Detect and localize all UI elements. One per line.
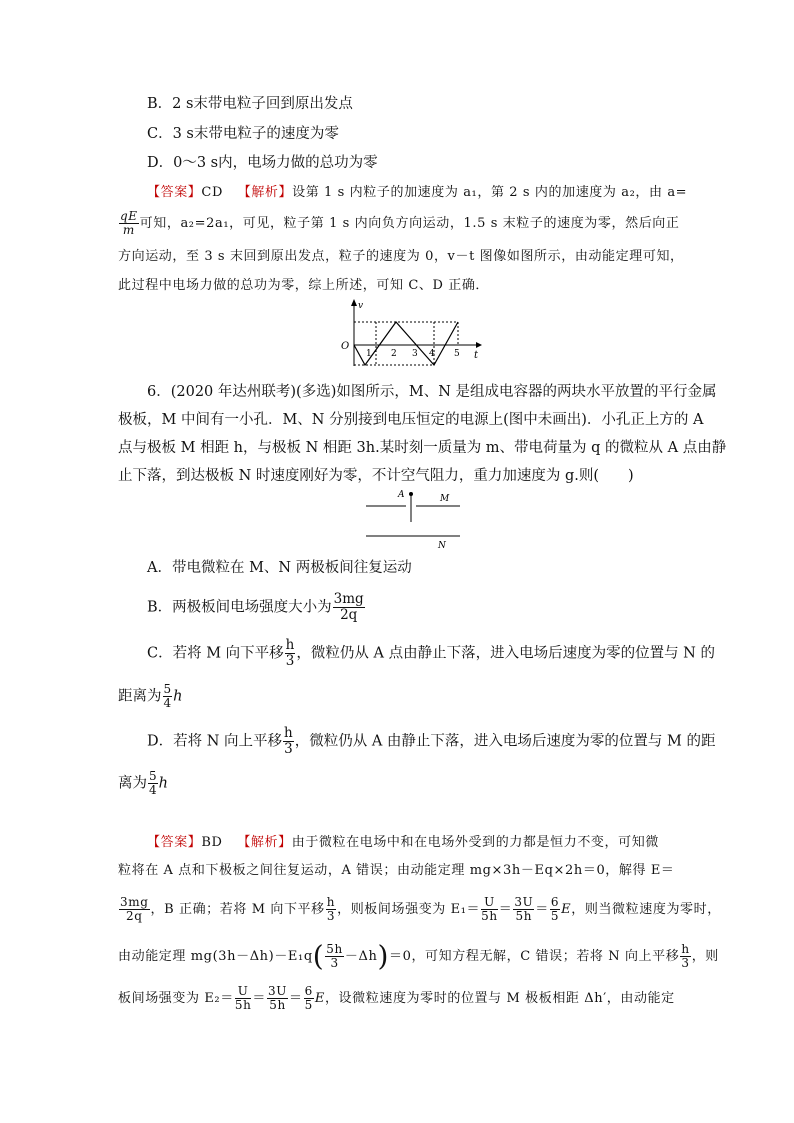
q6-stem-line4: 止下落，到达极板 N 时速度刚好为零，不计空气阻力，重力加速度为 g.则( ) [118,468,634,484]
q6-option-c-text-a: C．若将 M 向下平移 [147,645,284,662]
q6-analysis-line5 [118,985,675,1012]
vt-graph [336,298,486,370]
q5-option-c: C．3 s末带电粒子的速度为零 [147,126,339,142]
q5-answer: CD [201,185,223,200]
q6-analysis-text3c: ，则当微粒速度为零时， [571,902,721,917]
equals: ＝ [252,991,267,1006]
frac-num: 5h [326,942,343,956]
q6-option-c-line1 [147,638,715,669]
equals: ＝ [535,902,549,917]
q5-analysis-text1: 设第 1 s 内粒子的加速度为 a₁，第 2 s 内的加速度为 a₂，由 a= [292,185,688,200]
point-a-label: A [398,490,405,500]
q6-analysis-line1 [147,833,659,853]
fraction-6-5 [304,985,314,1012]
frac-den: 3 [330,956,339,970]
answer-tag: 【答案】 [147,185,202,200]
q6-stem-line1: 6．(2020 年达州联考)(多选)如图所示，M、N 是组成电容器的两块水平放置的平行金属 [147,384,717,400]
frac-num: h [681,942,690,956]
frac-num: 6 [550,895,560,909]
v-axis-label: v [358,301,364,311]
fraction-h-3 [326,896,336,923]
frac-num: 5 [149,769,157,783]
fraction-h-3 [285,638,296,669]
var-e: E [561,902,572,917]
q6-analysis-text3a: ，B 正确；若将 M 向下平移 [150,902,325,917]
tick-1: 1 [366,349,372,359]
q6-option-d-line1 [147,726,716,757]
var-h: h [158,775,168,792]
capacitor-figure [360,486,470,552]
var-e: E [314,991,325,1006]
frac-den: 4 [149,783,157,797]
tick-2: 2 [391,349,397,359]
q6-analysis-text5a: 板间场强变为 E₂＝ [118,991,234,1006]
fraction-5-4 [163,683,173,710]
frac-num: 3mg [120,895,149,909]
q6-analysis-line4: 由动能定理 mg(3h－Δh)－E₁q( $\frac{5h}{3}$ －Δh)＝0，可知方程无解，C 错误；若将 N 向上平移 $\frac{h}{3}$ ，则 [118,939,719,973]
q5-analysis-line2 [118,210,680,237]
q6-option-d-text-a: D．若将 N 向上平移 [147,733,283,750]
frac-num: h [284,725,293,741]
tick-5: 5 [454,349,460,359]
tick-4: 4 [429,349,435,359]
q6-option-d-text-c: 离为 [118,775,147,792]
frac-den: 3 [285,653,295,669]
q6-analysis-text1: 由于微粒在电场中和在电场外受到的力都是恒力不变，可知微 [291,835,659,850]
frac-den: 5h [481,909,498,923]
q5-analysis-line1 [147,183,687,203]
frac-num: h [285,637,295,653]
q5-option-d: D．0～3 s内，电场力做的总功为零 [147,155,378,171]
fraction-3mg-2q [119,896,150,923]
equals: ＝ [288,991,303,1006]
frac-den: m [122,223,135,237]
frac-num: 3U [514,895,534,909]
fraction-3mg-2q [333,592,365,623]
q6-analysis-line2: 粒将在 A 点和下极板之间往复运动，A 错误；由动能定理 mg×3h－Eq×2h＝0，解得 E＝ [118,863,675,878]
frac-num: qE [120,209,138,223]
fraction-3u-5h [513,896,534,923]
frac-den: 2q [340,607,358,623]
q6-option-c-line2 [118,683,182,710]
plate-n-label: N [438,541,446,551]
tick-3: 3 [412,349,418,359]
q6-analysis-text4c: ，则 [691,949,719,964]
answer-tag: 【答案】 [147,835,202,850]
frac-den: 5 [550,909,560,923]
fraction-u-5h3 [481,896,498,923]
q6-option-d-line2 [118,770,168,797]
q5-analysis-line3: 方向运动，至 3 s 末回到原出发点，粒子的速度为 0，v－t 图像如图所示，由动能定理可知， [118,249,684,264]
fraction-qe-m [119,210,139,237]
frac-den: 4 [163,696,172,710]
frac-num: h [326,895,336,909]
var-h: h [173,688,183,705]
plate-m-label: M [440,494,450,504]
frac-den: 5h [269,998,286,1012]
t-axis-label: t [474,350,479,361]
fraction-h-3 [283,726,294,757]
q6-option-c-text-c: 距离为 [118,688,162,705]
q5-analysis-line4: 此过程中电场力做的总功为零，综上所述，可知 C、D 正确． [118,278,490,293]
q6-option-d-text-b: ，微粒仍从 A 由静止下落，进入电场后速度为零的位置与 M 的距 [294,733,716,750]
q6-analysis-text3b: ，则板间场强变为 E₁＝ [337,902,481,917]
fraction-h-3 [680,943,690,970]
q6-analysis-text4a: 由动能定理 mg(3h－Δh)－E₁q [118,949,313,964]
origin-label: O [341,341,350,352]
q6-answer: BD [201,835,223,850]
frac-den: 5h [515,909,533,923]
frac-num: 6 [304,984,313,998]
q6-option-b-text: B．两极板间电场强度大小为 [147,599,332,616]
frac-den: 2q [125,909,143,923]
analysis-tag: 【解析】 [237,835,292,850]
fraction-6-5 [550,896,560,923]
q6-option-b [147,592,366,623]
fraction-5-4 [148,770,158,797]
fraction-3u-5h [267,985,288,1012]
minus-delta-h: －Δh [344,949,378,964]
frac-num: U [235,985,252,999]
q6-option-c-text-b: ，微粒仍从 A 点由静止下落，进入电场后速度为零的位置与 N 的 [296,645,715,662]
frac-den: 5 [304,998,313,1012]
q6-option-a: A．带电微粒在 M、N 两极板间往复运动 [147,560,412,576]
frac-num: U [481,896,498,910]
q6-analysis-text4b: ＝0，可知方程无解，C 错误；若将 N 向上平移 [388,949,680,964]
frac-num: 3mg [333,591,364,607]
q5-option-b: B．2 s末带电粒子回到原出发点 [147,96,353,112]
frac-num: 5 [163,682,172,696]
frac-den: 3 [284,741,293,757]
fraction-u-5h3 [235,985,252,1012]
q6-stem-line3: 点与极板 M 相距 h，与极板 N 相距 3h.某时刻一质量为 m、带电荷量为 q 的微粒从 A 点由静 [118,440,727,456]
frac-den: 5h [234,998,252,1012]
q6-analysis-line3 [118,896,721,923]
frac-den: 3 [681,956,690,970]
q5-analysis-text2: 可知，a₂=2a₁，可见，粒子第 1 s 内向负方向运动，1.5 s 末粒子的速度为零，然后向正 [139,216,680,231]
q6-stem-line2: 极板，M 中间有一小孔．M、N 分别接到电压恒定的电源上(图中未画出)．小孔正上方的 A [118,412,704,428]
analysis-tag: 【解析】 [237,185,293,200]
q6-analysis-text5b: ，设微粒速度为零时的位置与 M 极板相距 Δh′，由动能定 [324,991,675,1006]
frac-num: 3U [268,984,287,998]
fraction-5h-3 [325,943,344,970]
equals: ＝ [498,902,513,917]
frac-den: 3 [326,909,336,923]
